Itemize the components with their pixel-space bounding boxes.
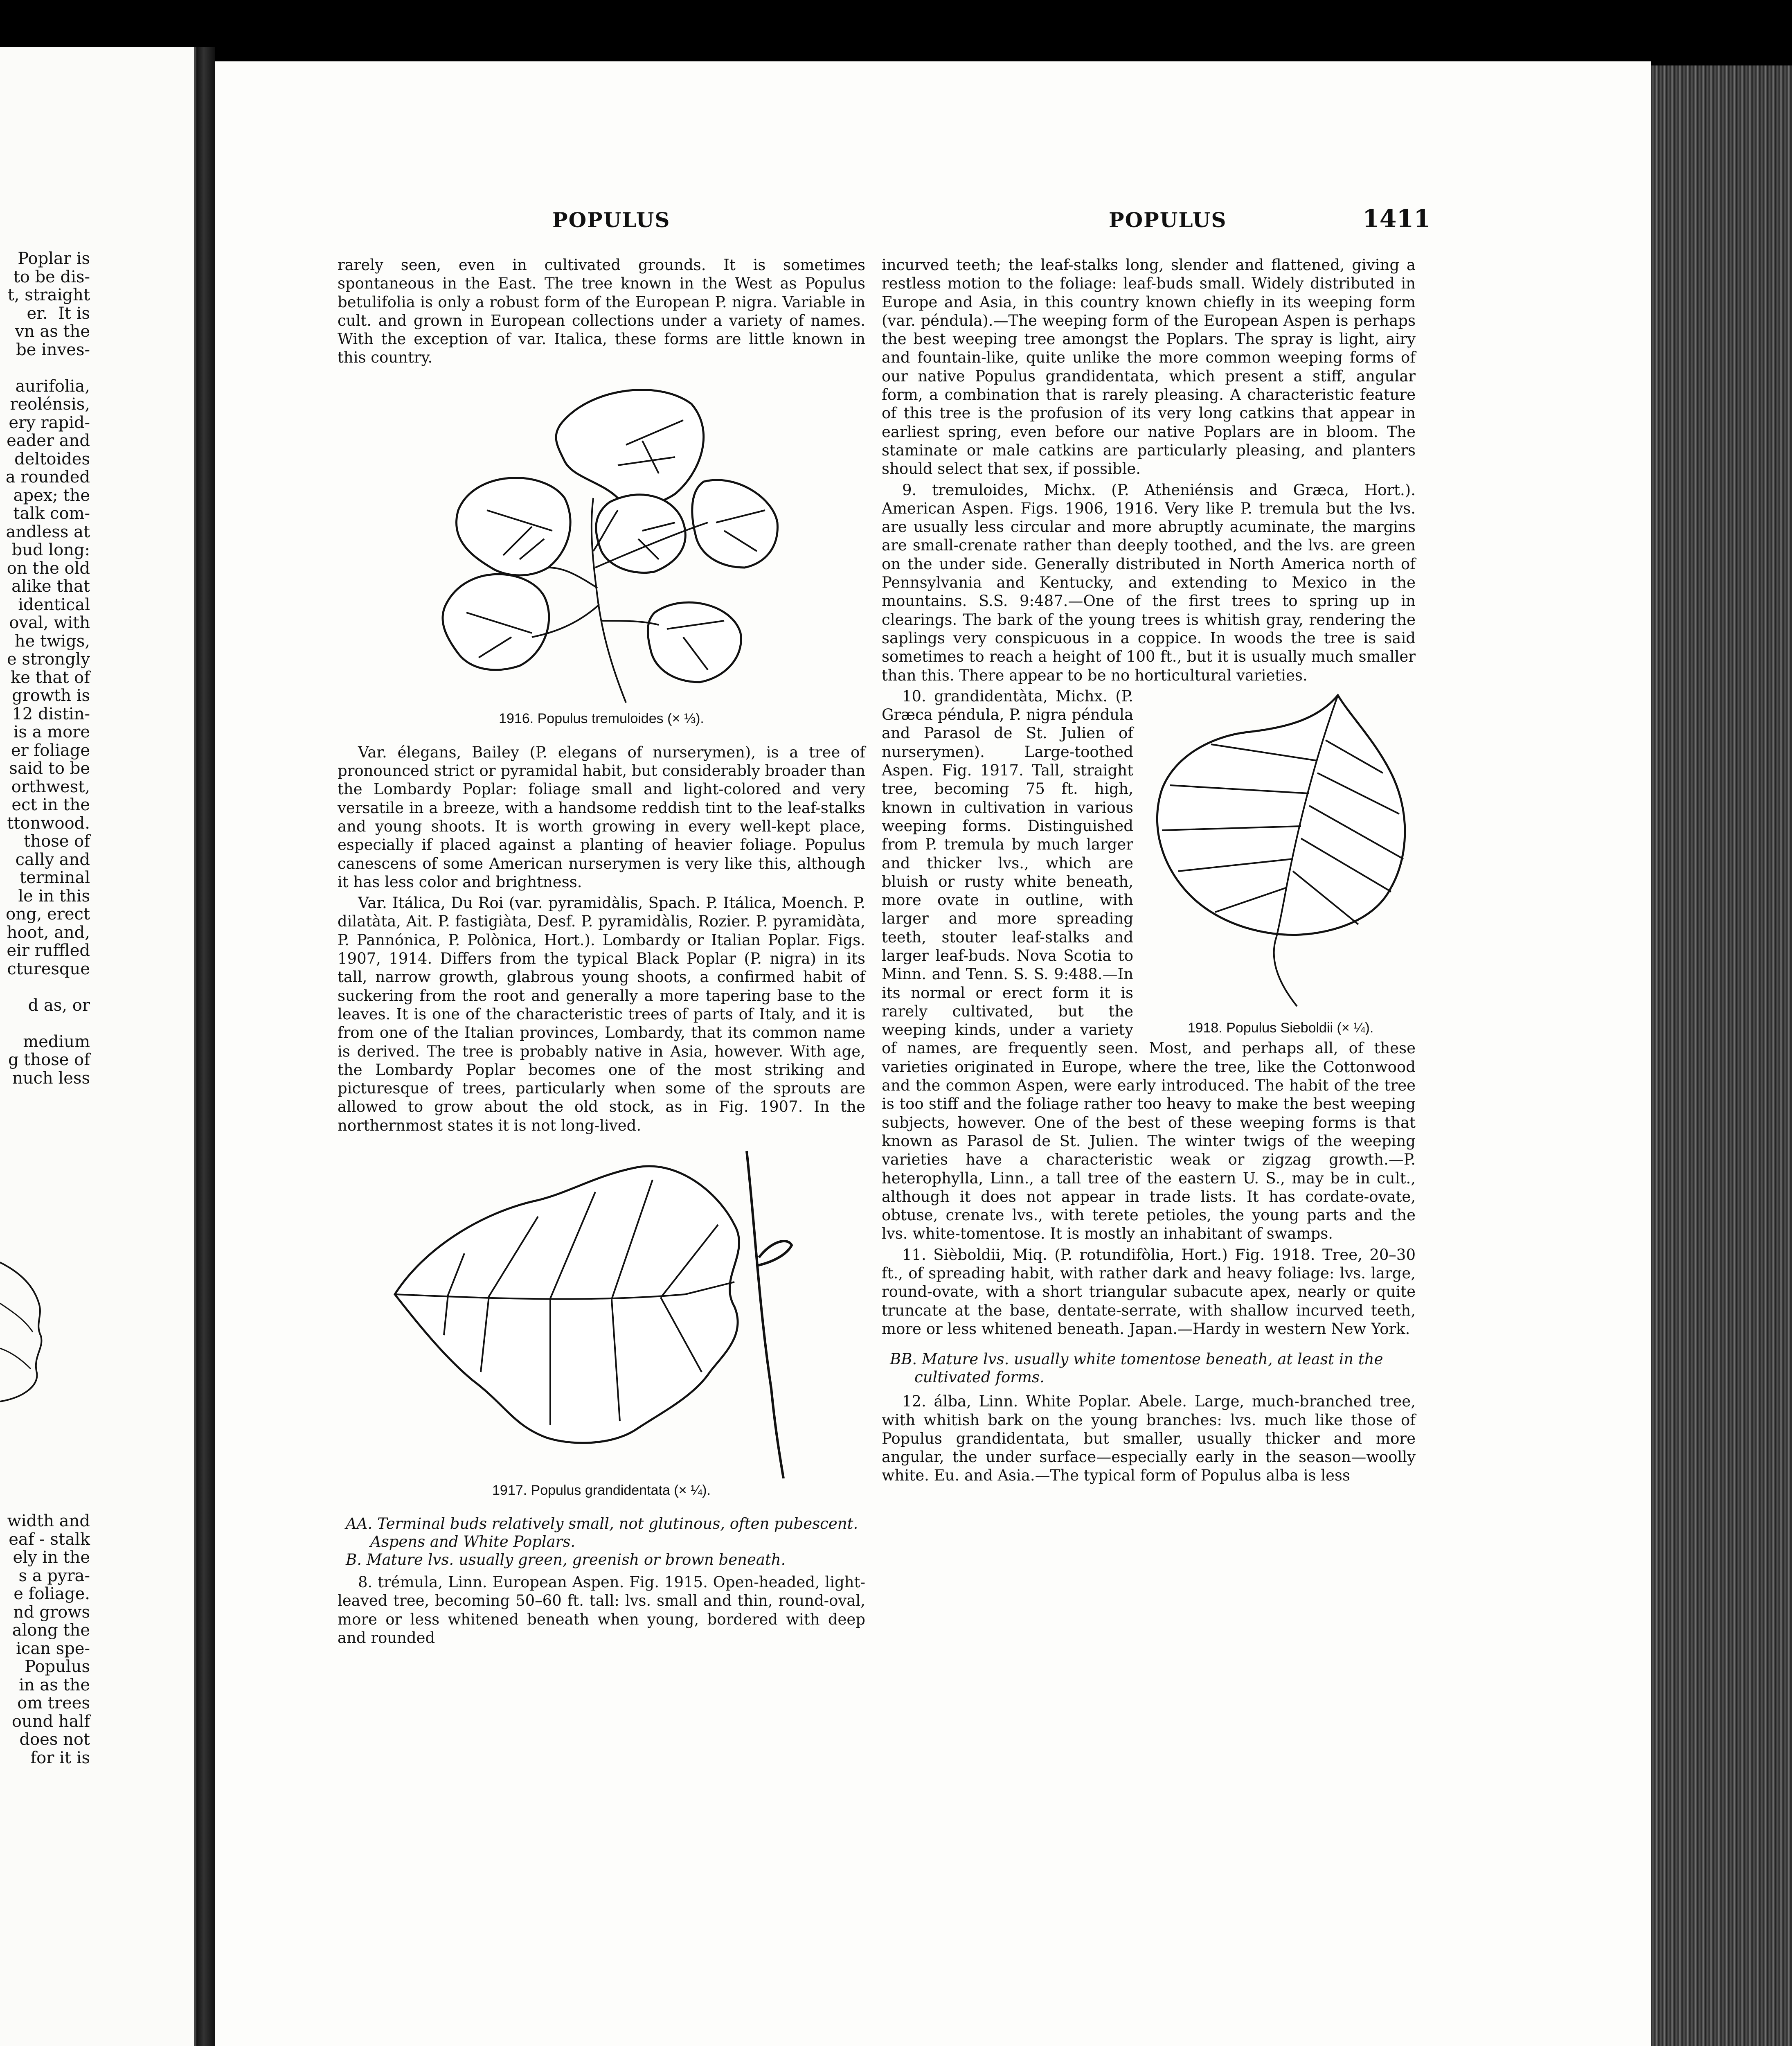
left-page-line: Poplar is <box>18 249 90 268</box>
left-page-line: ke that of <box>11 668 90 687</box>
left-page-line: ong, erect <box>6 905 90 924</box>
tremula-paragraph: 8. trémula, Linn. European Aspen. Fig. 1915. Open-headed, light-leaved tree, becoming 50–60 ft. tall: lvs. small and thin, round-oval, more or less whitened beneath when young, bordered with deep and rounded <box>338 1573 865 1647</box>
left-page-line: ound half <box>11 1712 90 1731</box>
intro-paragraph: rarely seen, even in cultivated grounds. It is sometimes spontaneous in the East. The tree known in the West as Populus betulifolia is only a robust form of the European P. nigra. Variable in cult. and grown in European collections under a variety of names. With the exception of var. Italica, these forms are little known in this country. <box>338 256 865 367</box>
figure-1918 <box>1146 691 1416 1036</box>
figure-1917-caption: 1917. Populus grandidentata (× ¼). <box>492 1483 711 1498</box>
sieboldii-leaf-illustration <box>1146 691 1416 1018</box>
left-page-line: a rounded <box>5 468 90 487</box>
left-page-line: said to be <box>9 759 90 778</box>
book-gutter <box>196 47 215 2046</box>
running-head-left: POPULUS <box>552 208 671 232</box>
left-page-line: terminal <box>20 868 90 887</box>
left-page-line: is a more <box>13 723 90 741</box>
left-page-line: cturesque <box>7 959 90 978</box>
left-page-line: g those of <box>8 1050 90 1069</box>
left-page-line: t, straight <box>7 286 90 304</box>
figure-1916 <box>338 375 865 727</box>
left-page-line: orthwest, <box>11 777 90 796</box>
left-page-line: nuch less <box>12 1068 90 1088</box>
left-page-line: Populus <box>25 1657 90 1676</box>
left-page-line: vn as the <box>15 322 90 341</box>
left-page-line: bud long: <box>11 541 90 559</box>
page-number: 1411 <box>1362 205 1431 233</box>
left-page-line: eader and <box>7 431 90 450</box>
left-page-line: apex; the <box>13 486 90 505</box>
facing-left-page <box>0 47 196 2046</box>
left-page-line: ican spe- <box>16 1639 90 1658</box>
left-page-line: er. It is <box>27 304 90 323</box>
left-page-line: medium <box>23 1032 90 1051</box>
left-page-line: d as, or <box>28 996 90 1015</box>
left-page-line: eaf - stalk <box>9 1530 90 1549</box>
left-page-line: s a pyra- <box>18 1566 90 1585</box>
left-page-line: hoot, and, <box>7 923 90 942</box>
left-page-line: width and <box>7 1512 90 1530</box>
left-page-line: oval, with <box>9 613 90 632</box>
left-page-line: deltoides <box>14 449 90 469</box>
left-page-line: talk com- <box>13 504 90 523</box>
sieboldii-paragraph: 11. Sièboldii, Miq. (P. rotundifòlia, Hort.) Fig. 1918. Tree, 20–30 ft., of spreading habit, with rather dark and heavy foliage: lvs. large, round-ovate, with a short triangular subacute apex, nearly or quite truncate at the base, dentate-serrate, with shallow incurved teeth, more or less whitened beneath. Japan.—Hardy in western New York. <box>882 1246 1416 1338</box>
left-page-line: on the old <box>7 559 90 578</box>
left-page-line: e strongly <box>7 650 90 669</box>
figure-1916-caption: 1916. Populus tremuloides (× ⅓). <box>499 710 704 726</box>
left-page-line: ttonwood. <box>7 813 90 833</box>
left-page-line: er foliage <box>11 741 90 760</box>
left-page-line: in as the <box>19 1675 90 1694</box>
left-page-line: be inves- <box>16 340 90 359</box>
key-b: B. Mature lvs. usually green, greenish or brown beneath. <box>346 1551 786 1569</box>
running-head-right: POPULUS <box>1109 208 1227 232</box>
left-page-line: le in this <box>18 886 90 906</box>
left-page-line: om trees <box>17 1694 90 1713</box>
left-page-line: aurifolia, <box>15 376 90 396</box>
left-page-line: e foliage. <box>14 1584 90 1603</box>
alba-paragraph: 12. álba, Linn. White Poplar. Abele. Large, much-branched tree, with whitish bark on the young branches: lvs. much like those of Populus grandidentata, but smaller, usually thicker and more angular, the under surface—especially early in the season—woolly white. Eu. and Asia.—The typical form of Populus alba is less <box>882 1393 1416 1485</box>
left-page-line: growth is <box>12 686 90 705</box>
figure-1917 <box>338 1143 865 1498</box>
left-page-line: for it is <box>30 1748 90 1767</box>
left-page-line: ely in the <box>13 1548 90 1567</box>
var-italica-paragraph: Var. Itálica, Du Roi (var. pyramidàlis, Spach. P. Itálica, Moench. P. dilatàta, Ait. P. fastigiàta, Desf. P. pyramidàlis, Rozier. P. pyramidàta, P. Pannónica, P. Polònica, Hort.). Lombardy or Italian Poplar. Figs. 1907, 1914. Differs from the typical Black Poplar (P. nigra) in its tall, narrow growth, glabrous young shoots, a confirmed habit of suckering from the root and generally a more tapering base to the leaves. It is one of the characteristic trees of parts of Italy, and it is from one of the Italian provinces, Lombardy, that its common name is derived. The tree is probably native in Asia, however. With age, the Lombardy Poplar becomes one of the most striking and picturesque of trees, particularly when some of the sprouts are allowed to grow about the old stock, as in Fig. 1907. In the northernmost states it is not long-lived. <box>338 894 865 1134</box>
left-page-line: to be dis- <box>13 267 90 286</box>
left-column <box>338 256 865 1647</box>
key-aa: AA. Terminal buds relatively small, not glutinous, often pubescent. Aspens and White Poplars. <box>346 1515 858 1551</box>
left-page-leaf-fragment <box>0 1254 45 1410</box>
grandidentata-paragraph: 10. grandidentàta, Michx. (P. Græca péndula, P. nigra péndula and Parasol de St. Julien of nurserymen). Large-toothed Aspen. Fig. 1917. Tall, straight tree, becoming 75 ft. high, known in cultivation in various weeping forms. Distinguished from P. tremula by much larger and thicker lvs., which are bluish or rusty white beneath, more ovate in outline, with larger and more spreading teeth, stouter leaf-stalks and larger leaf-buds. Nova Scotia to Minn. and Tenn. S. S. 9:488.—In its normal or erect form it is rarely cultivated, but the weeping kinds, under a variety of names, are frequently seen. Most, and perhaps all, of these varieties originated in Europe, where the tree, like the Cottonwood and the common Aspen, were early introduced. The habit of the tree is too stiff and the foliage rather too heavy to make the best weeping subjects, however. One of the best of these weeping forms is that known as Parasol de St. Julien. The winter twigs of the weeping varieties have a characteristic weak or zigzag growth.—P. heterophylla, Linn., a tall tree of the eastern U. S., may be in cult., although it does not appear in trade lists. It has cordate-ovate, obtuse, crenate lvs., with terete petioles, the young parts and the lvs. white-tomentose. It is mostly an inhabitant of swamps. <box>882 687 1416 1243</box>
figure-1918-caption: 1918. Populus Sieboldii (× ¼). <box>1187 1020 1374 1036</box>
left-page-line: along the <box>12 1621 90 1640</box>
left-page-line: reolénsis, <box>10 395 90 414</box>
left-page-line: he twigs, <box>14 631 90 651</box>
key-bb: BB. Mature lvs. usually white tomentose beneath, at least in the cultivated forms. <box>890 1350 1383 1386</box>
left-page-line: cally and <box>15 850 90 869</box>
left-page-line: ery rapid- <box>9 413 90 432</box>
left-page-line: nd grows <box>13 1602 90 1622</box>
var-elegans-paragraph: Var. élegans, Bailey (P. elegans of nurserymen), is a tree of pronounced strict or pyramidal habit, but considerably broader than the Lombardy Poplar: foliage small and light-colored and very versatile in a breeze, with a handsome reddish tint to the leaf-stalks and young shoots. It is worth growing in every well-kept place, especially if placed against a planting of heavier foliage. Populus canescens of some American nurserymen is very like this, although it has less color and brightness. <box>338 743 865 891</box>
left-page-line: ect in the <box>11 795 90 814</box>
page-edges <box>1651 65 1792 2046</box>
left-page-line: those of <box>24 832 90 851</box>
right-column <box>882 256 1416 1485</box>
left-page-line: identical <box>18 595 90 614</box>
left-page-line: 12 distin- <box>12 704 90 723</box>
left-page-line: andless at <box>6 522 90 541</box>
tremuloides-paragraph: 9. tremuloides, Michx. (P. Atheniénsis and Græca, Hort.). American Aspen. Figs. 1906, 1916. Very like P. tremula but the lvs. are usually less circular and more abruptly acuminate, the margins are small-crenate rather than deeply toothed, and the lvs. are green on the under side. Generally distributed in North America north of Pennsylvania and Kentucky, and extending to Mexico in the mountains. S.S. 9:487.—One of the first trees to spring up in clearings. The bark of the young trees is whitish gray, rendering the saplings very conspicuous in a coppice. In woods the tree is said sometimes to reach a height of 100 ft., but it is usually much smaller than this. There appear to be no horticultural varieties. <box>882 481 1416 684</box>
left-page-line: eir ruffled <box>7 941 90 960</box>
grandidentata-leaf-illustration <box>366 1143 837 1478</box>
left-page-line: does not <box>19 1730 90 1749</box>
tremuloides-leaves-illustration <box>397 375 806 707</box>
tremula-continued-paragraph: incurved teeth; the leaf-stalks long, slender and flattened, giving a restless motion to the foliage: leaf-buds small. Widely distributed in Europe and Asia, in this country known chiefly in its weeping form (var. péndula).—The weeping form of the European Aspen is perhaps the best weeping tree amongst the Poplars. The spray is light, airy and fountain-like, quite unlike the more common weeping forms of our native Populus grandidentata, which present a stiff, angular form, a combination that is rarely pleasing. A characteristic feature of this tree is the profusion of its very long catkins that appear in earliest spring, even before our native Poplars are in bloom. The staminate or male catkins are particularly pleasing, and planters should select that sex, if possible. <box>882 256 1416 478</box>
left-page-line: alike that <box>11 577 90 596</box>
